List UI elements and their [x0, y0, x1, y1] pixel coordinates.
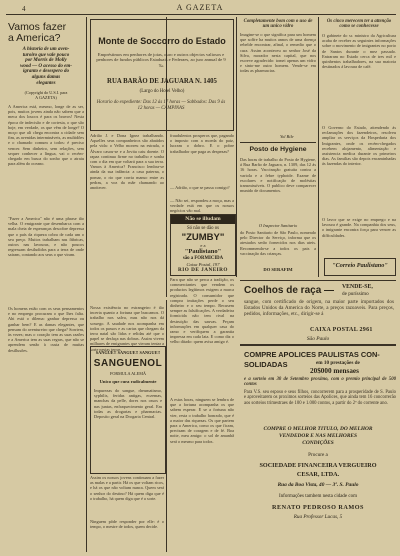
col3-body-1: fraudulentos prosperos que, pagando o imposto com a moeda do paiz, lucram o dobro. E o pobre trabalhador que paga as despezas? — [170, 133, 234, 154]
col4-body-2: Das horas de trabalho do Posto de Hygiene, á Rua Barão de Jaguara, n. 1309, das 12 ás 16 horas. Vaccinação gratuita contra a variola e a febre typhoide. Exame de escolares e notificação de moléstias transmissíveis. O publico deve comparecer munido de documentos. — [240, 157, 316, 194]
ad5-name: RENATO PEDROSO RAMOS — [272, 504, 364, 511]
col4-head-2: Posto de Hygiene — [249, 146, 307, 153]
page-number: 4 — [22, 5, 26, 13]
ad2-sub: FORMULA ALEMÃ — [110, 371, 146, 376]
col4-body-3: do Posto Sanitario de São Paulo, nomeado pelo Director do Serviço, informa que os atestados serão fornecidos nos dias uteis. Recommenda-se a todos os pais a vaccinação das crianças. — [240, 230, 316, 256]
col5-body-3: O lavor que se exige no emprego e na lavoura é grande. Na companhia dos seus, o imigrante encontra força para vencer as difficuldades. — [322, 217, 396, 238]
correio-label: "Correio Paulistano" — [332, 262, 388, 269]
ad5-compre-3: CONDIÇÕES — [302, 440, 334, 446]
ad4-right-2: de puríssimo — [342, 291, 369, 297]
ad3-l3: e a — [200, 243, 206, 248]
ad2-body: Impurezas do sangue, rheumatismo, syphilis, feridas antigas, eczemas, manchas da pelle, dores nos ossos e nas juntas, enfraquecimento geral. Em todas as drogarias e pharmacias. Deposito geral na Drogaria Central. — [94, 388, 162, 420]
newspaper-title: A GAZETA — [176, 3, 224, 12]
col5-body-1: O gabinete do sr. ministro da Agricultura acaba de receber as seguintes informações sobre o movimento de imigrantes no porto de Santos durante o mez passado. Entraram no Estado cerca de tres mil e quinhentos trabalhadores, na sua maioria destinados á lavoura de café. — [322, 33, 396, 70]
col1-body-3: Os homens estão com os seus pensamentos e no emprego procuram o que lhes falta. Ahi está o dilema: ganhar depressa ou ganhar bem? E as damas elegantes, que pensam do aventureiro que chega? Sorriem, às vezes; mas o coração tem as suas razões e a America tem as suas regras, que não se aprendem senão à custa de muitas desillusões. — [8, 306, 84, 353]
ad5-big-1: em 10 prestações de — [316, 360, 360, 366]
col1-body-2: "Fazer a America" não é uma phrase tão velha. O emigrante que desembarca com a mala cheia de esperanças descobre depressa que o país da riqueza cobra de cada um o seu preço. Muitos trabalham nas fábricas, outros nas lavouras, e não poucos regressam desiludidos para a terra de onde sairam, contando aos seus o que viram. — [8, 216, 84, 258]
ad5-italic: e a sorteio em 30 de Setembro proximo, com o premio principal de 500 contos — [244, 377, 396, 388]
ad5-sociedade: SOCIEDADE FINANCEIRA VERGUEIRO — [259, 462, 377, 469]
ad5-compre-1: COMPRE O MELHOR TITULO, DO MELHOR — [263, 426, 373, 432]
ad5-address-2: Rua Professor Lucas, 5 — [293, 514, 343, 520]
col5-head: Os cinco merecem ter a attenção como se conhecesse — [326, 19, 392, 30]
ad5-top-rule — [240, 344, 396, 346]
ad2-tag: Unico que cura radicalmente — [99, 379, 157, 384]
col4-rule — [240, 142, 316, 143]
column-rule-5 — [166, 300, 167, 552]
ad1-sub: (Largo do Hotel Velho) — [139, 89, 185, 94]
col4-body-1: Imagine-se o que significa para um homem que soffre ha muitos annos de uma doença rebelde encontrar, afinal, o remedio que o cura. Assim aconteceu ao senhor José da Silva, morador nesta capital, que nos escreve agradecido: tomei apenas um vidro e sinto-me outro homem. Vende-se em todas as pharmacias. — [240, 32, 316, 74]
ad1-address: RUA BARÃO DE JAGUARA N. 1405 — [107, 78, 217, 85]
ad1-title: Monte de Soccorro do Estado — [98, 36, 226, 46]
ad3-l1: Não se illudam — [185, 216, 221, 222]
ad1-text: Empréstimos em penhores de joias, ouro e outros objectos valiosos e penhores de fundos públicos Estaduais e Federaes, ao juro annual de 9 ‰ — [96, 52, 226, 68]
ad3-name2: "Paulistano" — [184, 248, 222, 255]
ad5-title-1: COMPRE APOLICES PAULISTAS CON- — [244, 350, 380, 359]
column-rule-4 — [318, 17, 319, 277]
col4-sig-3: DO SERAFIM — [263, 267, 293, 272]
col5-body-2: O Governo do Estado, attendendo ás reclamações dos fazendeiros, resolveu ampliar os serviços da Hospedaria dos Imigrantes, onde os recém-chegados recebem alojamento, alimentação e assistencia medica durante os primeiros dias. As familias são depois encaminhadas ás fazendas do interior. — [322, 125, 396, 167]
ad5-big-2: 20$000 mensaes — [310, 367, 359, 375]
ad3-l6: RIO DE JANEIRO — [178, 267, 228, 273]
col1-deck: A historia de um aven- turoiro que vale pouco por Morris de Molly wood — O acesso do em- igranto e desespero do alguns damas elegantes — [20, 47, 72, 86]
ad5-procure: Procure a — [308, 452, 328, 458]
ad2-top: SANGUE!! SANGUE!! SANGUE!! — [95, 350, 161, 355]
col2-body-1: Adrião J. e Dona Ignez trabalhando. Aquelles seus companheiros são abatidos pela vida: o Velho morreu na estrada, o Álvaro casou-se e a Jovita caiu doente. O rapaz continua firme no trabalho e sonha com o dia em que voltará para a sua terra. Vamos à America? Francisco lembra-se ainda da sua infância: a casa paterna, o pomar, o rio que corria manso entre as pedras, a voz da mãe chamando ao anoitecer. — [90, 133, 164, 191]
ad3-name: "ZUMBY" — [181, 232, 225, 243]
col2-body-3: Assim os nossos jovens continuam a fazer as malas e a partir. Há os que voltam ricos, e há os que não voltam nunca. Quem será o senhor do destino? Há quem diga que é o trabalho, há quem diga que é a sorte. — [90, 475, 164, 501]
ad4-title: Coelhos de raça — — [244, 285, 335, 296]
col2-body-4: Ninguem pôde responder por elle: é o tempo, o mestre de todos, quem decide. — [90, 519, 164, 530]
ad2-title: SANGUENOL — [93, 358, 163, 369]
column-rule-1 — [86, 17, 87, 552]
ad4-right-1: VENDE-SE, — [342, 284, 373, 290]
col4-sig: Yol Bile — [280, 134, 294, 139]
ad5-body: Para V.S. seu esposo e seus filhos, concorrerem para a prosperidade de S. Paulo e aproveitarem os proximos sorteios das Apolices, que ainda tem 16 concorrerão aos sorteios trimestraes de 100 e 1.000 contos, a partir do 2º do corrente ano. — [244, 390, 396, 406]
col1-headline: Vamos fazer a America? — [8, 21, 67, 44]
ad5-cesar: CESAR, LTDA. — [296, 471, 340, 478]
ad4-top-rule — [240, 280, 396, 281]
ad5-title-2: SOLIDADAS — [244, 360, 288, 369]
ad3-l5: Caixa Postal, 197 — [186, 262, 220, 267]
col1-body-1: A America está, mesmo, longe de as ser, pois, muitos jovens ainda não sabem que a meca dos loucos é para os bravos! Nesta época de indecisão e de cortesia, o que são hoje, em verdade, os que vêm de longe? O moço que ali chega encontra a cidade sem fim, as avenidas intermináveis, as multidões e o chamado comum a todos: é preciso vencer. Sem dinheiro, sem relações, sem sequer conhecer a língua, vai o recém-chegado em busca do sonho que o atraiu para além do oceano. — [8, 104, 85, 167]
ad3-l2: Só não se dão os — [187, 226, 219, 231]
column-rule-3 — [236, 17, 237, 277]
col2-body-2: Nossa existência no estrangeiro é tão incerta quanto a fortuna que buscamos. O trabalho nos salva, mas não nos dá sossego. A saudade nos acompanha em todos os passos e as cartas que chegam da terra natal são lidas e relidas até que o papel se desfaça nas dobras. Assim vivem milhares de emigrantes que vieram tentar a sorte nestas terras. — [90, 305, 164, 352]
ad3-l4: são a FORMICIDA — [182, 256, 224, 261]
ad4-city: São Paulo — [306, 336, 330, 342]
col3-body-5: A estas horas, ninguem se lembra de que a fortuna acompanha os que sabem esperar. E se a fortuna não vier, resta o trabalho honrado, que é a maior das riquezas. Os que partem para a America, como os que ficam, precisam de coragem e de fé. Boa noite, meu amigo: o sol de amanhã será o mesmo para todos. — [170, 397, 234, 444]
ad5-info: Informações tambem nesta cidade com — [278, 494, 358, 499]
col3-body-2: — Adrião, o que se passa comigo? — [170, 185, 230, 190]
col1-copyright: (Copyright do U.S.I. para A GAZETA) — [24, 90, 68, 100]
col3-body-3: — Não sei, respondeu a moça, mas a verdade está em que os nossos negócios vão mal. — [170, 198, 234, 214]
ad4-body: sangue, com certificado de origem, na maior parte importados dos Estados Unidos da America do Norte, a preços razoaveis. Para preços, pedidos, informações, etc., dirigir-se á — [244, 299, 394, 318]
ad4-caixa: CAIXA POSTAL 2961 — [310, 327, 373, 333]
col4-head-1: Completamente bom com o uso de um unico vidro — [243, 19, 313, 30]
header-rule — [6, 14, 396, 15]
ad1-hours: Horario do expediente: Das 12 ás 17 horas — Sabbados: Das 9 ás 12 horas — CAMPINAS — [96, 100, 226, 111]
ad5-compre-2: VENDEDOR E NAS MELHORES — [278, 433, 358, 439]
col4-sig-2: O Inspector Sanitario — [258, 223, 298, 228]
col3-body-4: Para que não se perca a tradição, os commerciantes que vendem os productos legítimos exigem a marca registrada. O consumidor que compra imitações perde o seu dinheiro e o seu tempo. Recusem sempre as falsificações. A verdadeira formicida não tem rival na destruição das sauvas. Peçam informações em qualquer casa do ramo e verifiquem a garantia impressa em cada lata. E como diz o velho ditado: quem avisa amigo é. — [170, 277, 234, 345]
ad5-address: Rua da Boa Vista, 40 — 3º. S. Paulo — [277, 482, 359, 488]
